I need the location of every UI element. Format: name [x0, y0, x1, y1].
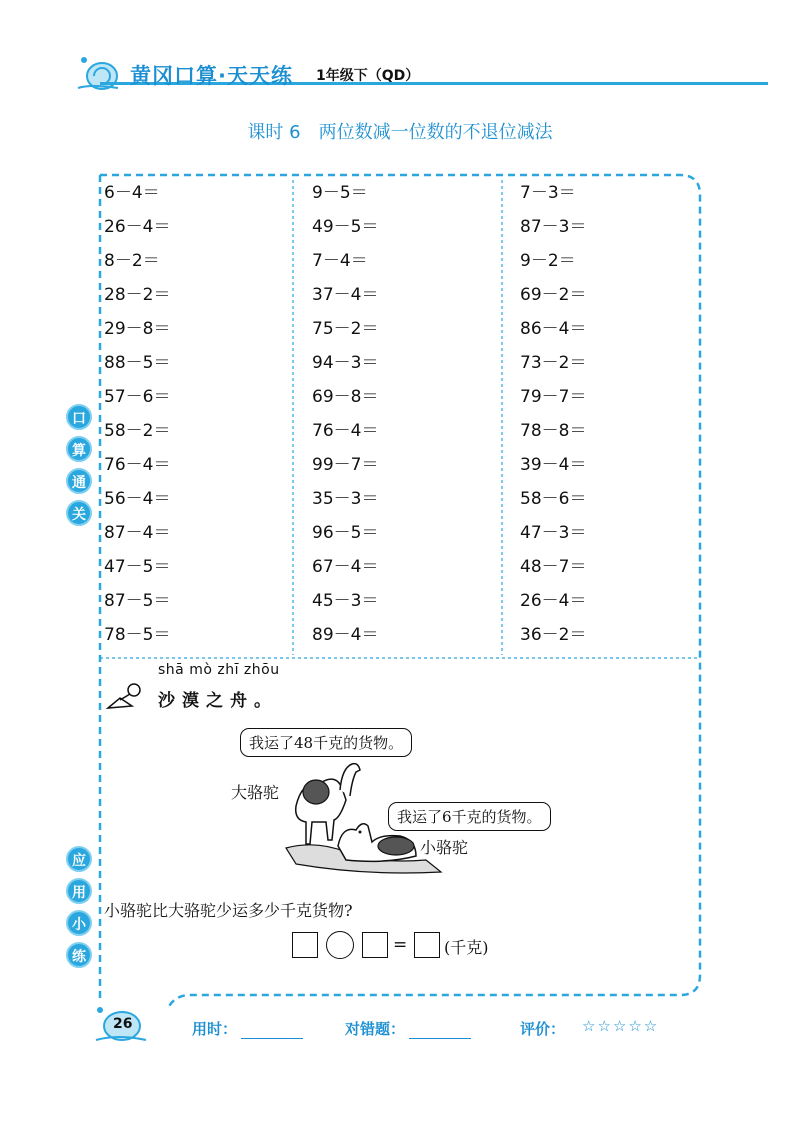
errors-blank[interactable]: [409, 1024, 471, 1039]
answer-box-1[interactable]: [292, 932, 318, 958]
problem-item: 35－3＝: [312, 489, 379, 509]
section-title: 沙漠之舟。: [158, 691, 278, 711]
problem-item: 39－4＝: [520, 455, 587, 475]
side-tab-char: 用: [66, 878, 92, 904]
problem-item: 87－3＝: [520, 217, 587, 237]
problem-item: 88－5＝: [104, 353, 171, 373]
problem-item: 47－3＝: [520, 523, 587, 543]
problem-item: 76－4＝: [104, 455, 171, 475]
problem-item: 76－4＝: [312, 421, 379, 441]
problem-item: 86－4＝: [520, 319, 587, 339]
problem-item: 87－4＝: [104, 523, 171, 543]
lesson-title: 课时 6 两位数减一位数的不退位减法: [247, 122, 553, 143]
problem-item: 26－4＝: [520, 591, 587, 611]
side-tab-char: 应: [66, 846, 92, 872]
problem-item: 9－2＝: [520, 251, 576, 271]
errors-field[interactable]: [345, 1018, 471, 1039]
equals-sign: =: [393, 935, 408, 955]
problem-item: 73－2＝: [520, 353, 587, 373]
problem-item: 58－2＝: [104, 421, 171, 441]
time-blank[interactable]: [241, 1024, 303, 1039]
problem-item: 75－2＝: [312, 319, 379, 339]
side-tab-char: 通: [66, 468, 92, 494]
operator-circle[interactable]: [326, 931, 354, 959]
page-number: 26: [113, 1016, 133, 1032]
trumpet-icon: [104, 680, 148, 714]
problem-item: 79－7＝: [520, 387, 587, 407]
problem-item: 87－5＝: [104, 591, 171, 611]
errors-label: 对错题：: [345, 1020, 406, 1038]
side-tab-char: 关: [66, 500, 92, 526]
speech-bubble-small-camel: 我运了6千克的货物。: [388, 802, 551, 831]
unit-label: (千克): [444, 938, 489, 957]
problem-item: 99－7＝: [312, 455, 379, 475]
problem-item: 47－5＝: [104, 557, 171, 577]
problem-item: 37－4＝: [312, 285, 379, 305]
problem-item: 78－5＝: [104, 625, 171, 645]
rating-label: 评价：: [520, 1020, 566, 1038]
brand-title: 黄冈口算·天天练: [130, 64, 293, 88]
problem-item: 89－4＝: [312, 625, 379, 645]
side-tab-char: 小: [66, 910, 92, 936]
problem-item: 78－8＝: [520, 421, 587, 441]
time-label: 用时：: [192, 1020, 238, 1038]
problem-item: 28－2＝: [104, 285, 171, 305]
problem-item: 49－5＝: [312, 217, 379, 237]
answer-box-result[interactable]: [414, 932, 440, 958]
pinyin-annotation: shā mò zhī zhōu: [158, 662, 280, 678]
problem-item: 57－6＝: [104, 387, 171, 407]
problem-item: 48－7＝: [520, 557, 587, 577]
problem-item: 58－6＝: [520, 489, 587, 509]
problem-item: 67－4＝: [312, 557, 379, 577]
problem-item: 9－5＝: [312, 183, 368, 203]
problem-item: 7－4＝: [312, 251, 368, 271]
rating-stars[interactable]: ☆☆☆☆☆: [582, 1017, 660, 1035]
problem-item: 94－3＝: [312, 353, 379, 373]
answer-box-2[interactable]: [362, 932, 388, 958]
rating-field: [520, 1018, 565, 1039]
problem-item: 69－8＝: [312, 387, 379, 407]
label-big-camel: 大骆驼: [231, 783, 280, 802]
problem-item: 36－2＝: [520, 625, 587, 645]
problem-item: 96－5＝: [312, 523, 379, 543]
problem-item: 6－4＝: [104, 183, 160, 203]
side-tab-char: 算: [66, 436, 92, 462]
word-problem-question: 小骆驼比大骆驼少运多少千克货物?: [104, 901, 353, 920]
problem-item: 7－3＝: [520, 183, 576, 203]
camels-illustration: [276, 760, 446, 878]
label-small-camel: 小骆驼: [420, 838, 469, 857]
problem-item: 29－8＝: [104, 319, 171, 339]
problem-item: 26－4＝: [104, 217, 171, 237]
problem-item: 69－2＝: [520, 285, 587, 305]
speech-bubble-big-camel: 我运了48千克的货物。: [240, 728, 412, 757]
time-field[interactable]: [192, 1018, 303, 1039]
side-tab-char: 练: [66, 942, 92, 968]
problem-item: 45－3＝: [312, 591, 379, 611]
problem-item: 56－4＝: [104, 489, 171, 509]
grade-label: 1年级下（QD）: [316, 68, 420, 84]
side-tab-char: 口: [66, 404, 92, 430]
problem-item: 8－2＝: [104, 251, 160, 271]
